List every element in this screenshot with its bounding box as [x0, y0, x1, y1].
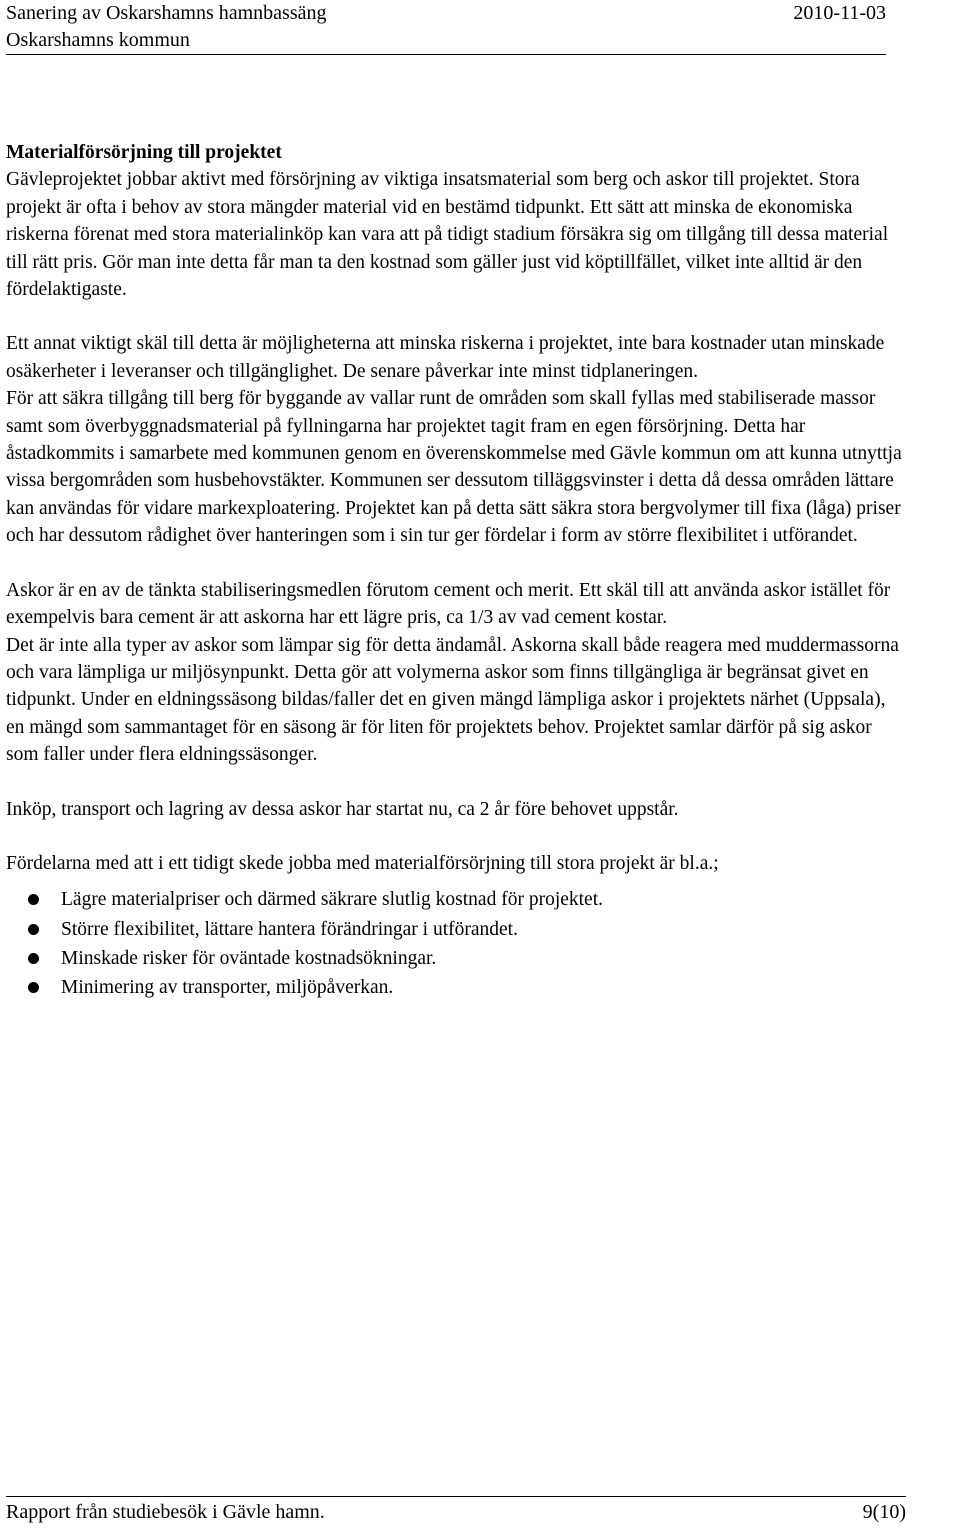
document-date: 2010-11-03 — [793, 2, 886, 24]
document-title: Sanering av Oskarshamns hamnbassäng — [6, 2, 327, 24]
bullet-icon — [28, 982, 39, 993]
paragraph-risk: Ett annat viktigt skäl till detta är möjligheterna att minska riskerna i projektet, inte bara kostnader utan minskade osäkerheter i leveranser och tillgänglighet. De senare påverkar inte minst tidplaneringen. — [6, 333, 885, 382]
bullet-icon — [28, 924, 39, 935]
list-item-text: Större flexibilitet, lättare hantera förändringar i utförandet. — [61, 918, 518, 940]
bullet-icon — [28, 953, 39, 964]
paragraph-benefits-intro: Fördelarna med att i ett tidigt skede jobba med materialförsörjning till stora projekt är bl.a.; — [6, 852, 719, 874]
paragraph-spacer — [6, 823, 906, 850]
document-body — [6, 139, 906, 1003]
report-title: Rapport från studiebesök i Gävle hamn. — [6, 1501, 325, 1523]
list-item — [6, 944, 906, 973]
list-item — [6, 885, 906, 914]
paragraph-spacer — [6, 550, 906, 577]
list-item-text: Lägre materialpriser och därmed säkrare slutlig kostnad för projektet. — [61, 889, 604, 911]
page-number: 9(10) — [862, 1501, 906, 1523]
benefits-list — [6, 885, 906, 1002]
list-item — [6, 973, 906, 1002]
page-footer — [6, 1496, 906, 1529]
page-header — [6, 0, 886, 55]
paragraph-ash-purchase: Inköp, transport och lagring av dessa askor har startat nu, ca 2 år före behovet uppstår. — [6, 798, 679, 820]
list-item-text: Minimering av transporter, miljöpåverkan. — [61, 977, 394, 999]
header-bottom-row — [6, 27, 886, 54]
organization-name: Oskarshamns kommun — [6, 29, 190, 51]
list-item — [6, 915, 906, 944]
paragraph-spacer — [6, 769, 906, 796]
bullet-icon — [28, 894, 39, 905]
section-heading: Materialförsörjning till projektet — [6, 142, 282, 163]
paragraph-ash-price: Askor är en av de tänkta stabiliseringsmedlen förutom cement och merit. Ett skäl till att använda askor istället för exempelvis bara cement är att askorna har ett lägre pris, ca 1/3 av vad cement kostar. — [6, 579, 891, 629]
paragraph-rock-supply: För att säkra tillgång till berg för byggande av vallar runt de områden som skall fyllas med stabiliserade massor samt som överbyggnadsmaterial på fyllningarna har projektet tagit fram en egen försörjning. Detta har åstadkommits i samarbete med kommunen genom en överenskommelse med Gävle kommun om att kunna utnyttja vissa bergområden som husbehovstäkter. Kommunen ser dessutom tilläggsvinster i detta då dessa områden lättare kan användas för vidare markexploatering. Projektet kan på detta sätt säkra stora bergvolymer till fixa (låga) priser och har dessutom rådighet över hanteringen som i sin tur ger fördelar i form av större flexibilitet i utförandet. — [6, 388, 902, 547]
paragraph-ash-types: Det är inte alla typer av askor som lämpar sig för detta ändamål. Askorna skall både reagera med muddermassorna och vara lämpliga ur miljösynpunkt. Detta gör att volymerna askor som finns tillgängliga är begränsat givet en tidpunkt. Under en eldningssäsong bildas/faller det en given mängd lämpliga askor i projektets närhet (Uppsala), en mängd som sammantaget för en säsong är för liten för projektets behov. Projektet samlar därför på sig askor som faller under flera eldningssäsonger. — [6, 634, 899, 766]
paragraph-spacer — [6, 303, 906, 330]
header-top-row — [6, 0, 886, 27]
paragraph-intro: Gävleprojektet jobbar aktivt med försörjning av viktiga insatsmaterial som berg och askor till projektet. Stora projekt är ofta i behov av stora mängder material vid en bestämd tidpunkt. Ett sätt att minska de ekonomiska riskerna förenat med stora materialinköp kan vara att på tidigt stadium försäkra sig om tillgång till dessa material till rätt pris. Gör man inte detta får man ta den kostnad som gäller just vid köptillfället, vilket inte alltid är den fördelaktigaste. — [6, 169, 889, 301]
list-item-text: Minskade risker för oväntade kostnadsökningar. — [61, 947, 437, 969]
